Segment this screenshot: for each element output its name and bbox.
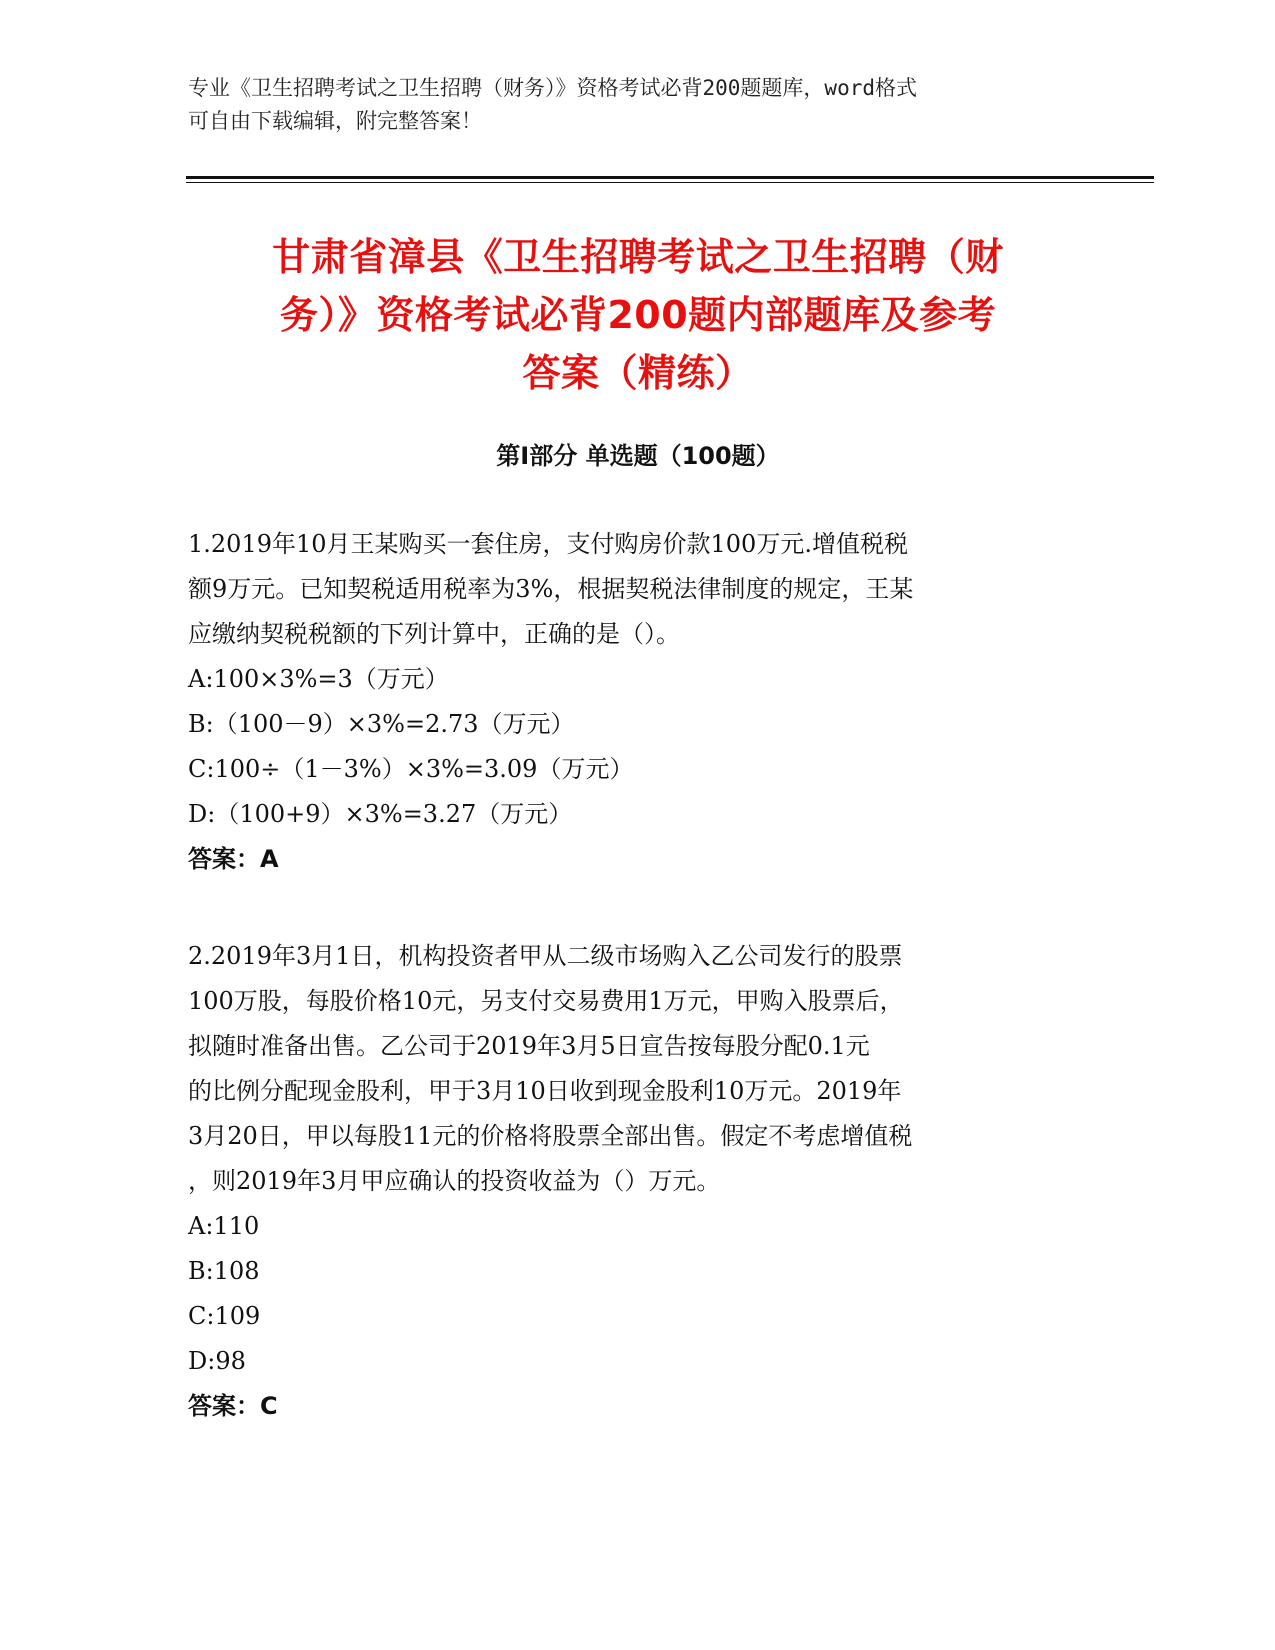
question-stem-line: 的比例分配现金股利，甲于3月10日收到现金股利10万元。2019年	[188, 1077, 902, 1105]
question-stem-line: 1.2019年10月王某购买一套住房，支付购房价款100万元.增值税税	[188, 530, 908, 558]
option-c: C:109	[188, 1302, 261, 1330]
section-heading: 第I部分 单选题（100题）	[496, 442, 780, 470]
title-line: 务）》资格考试必背200题内部题库及参考	[279, 293, 997, 337]
option-d: D:98	[188, 1347, 246, 1375]
answer-label: 答案：C	[188, 1392, 278, 1420]
question-stem-line: 应缴纳契税税额的下列计算中，正确的是（）。	[188, 620, 680, 648]
question-1	[188, 522, 1088, 882]
option-a: A:100×3%=3（万元）	[188, 665, 449, 693]
header-note-line: 专业《卫生招聘考试之卫生招聘（财务）》资格考试必背200题题库，word格式	[188, 76, 917, 100]
option-d: D:（100+9）×3%=3.27（万元）	[188, 800, 573, 828]
question-stem-line: ，则2019年3月甲应确认的投资收益为（）万元。	[188, 1167, 721, 1195]
question-stem-line: 额9万元。已知契税适用税率为3%，根据契税法律制度的规定，王某	[188, 575, 914, 603]
question-stem-line: 3月20日，甲以每股11元的价格将股票全部出售。假定不考虑增值税	[188, 1122, 913, 1150]
option-b: B:108	[188, 1257, 260, 1285]
option-c: C:100÷（1－3%）×3%=3.09（万元）	[188, 755, 634, 783]
question-stem-line: 拟随时准备出售。乙公司于2019年3月5日宣告按每股分配0.1元	[188, 1032, 870, 1060]
question-stem-line: 2.2019年3月1日，机构投资者甲从二级市场购入乙公司发行的股票	[188, 942, 903, 970]
title-line: 答案（精练）	[522, 351, 754, 395]
header-note-line: 可自由下载编辑，附完整答案！	[188, 109, 482, 133]
question-2	[188, 934, 1088, 1429]
option-b: B:（100－9）×3%=2.73（万元）	[188, 710, 575, 738]
answer-label: 答案：A	[188, 845, 279, 873]
header-divider-thin	[186, 182, 1154, 183]
document-title	[186, 228, 1090, 402]
title-line: 甘肃省漳县《卫生招聘考试之卫生招聘（财	[272, 235, 1004, 279]
header-note	[188, 72, 1068, 138]
header-divider-thick	[186, 176, 1154, 179]
option-a: A:110	[188, 1212, 260, 1240]
question-stem-line: 100万股，每股价格10元，另支付交易费用1万元，甲购入股票后，	[188, 987, 904, 1015]
